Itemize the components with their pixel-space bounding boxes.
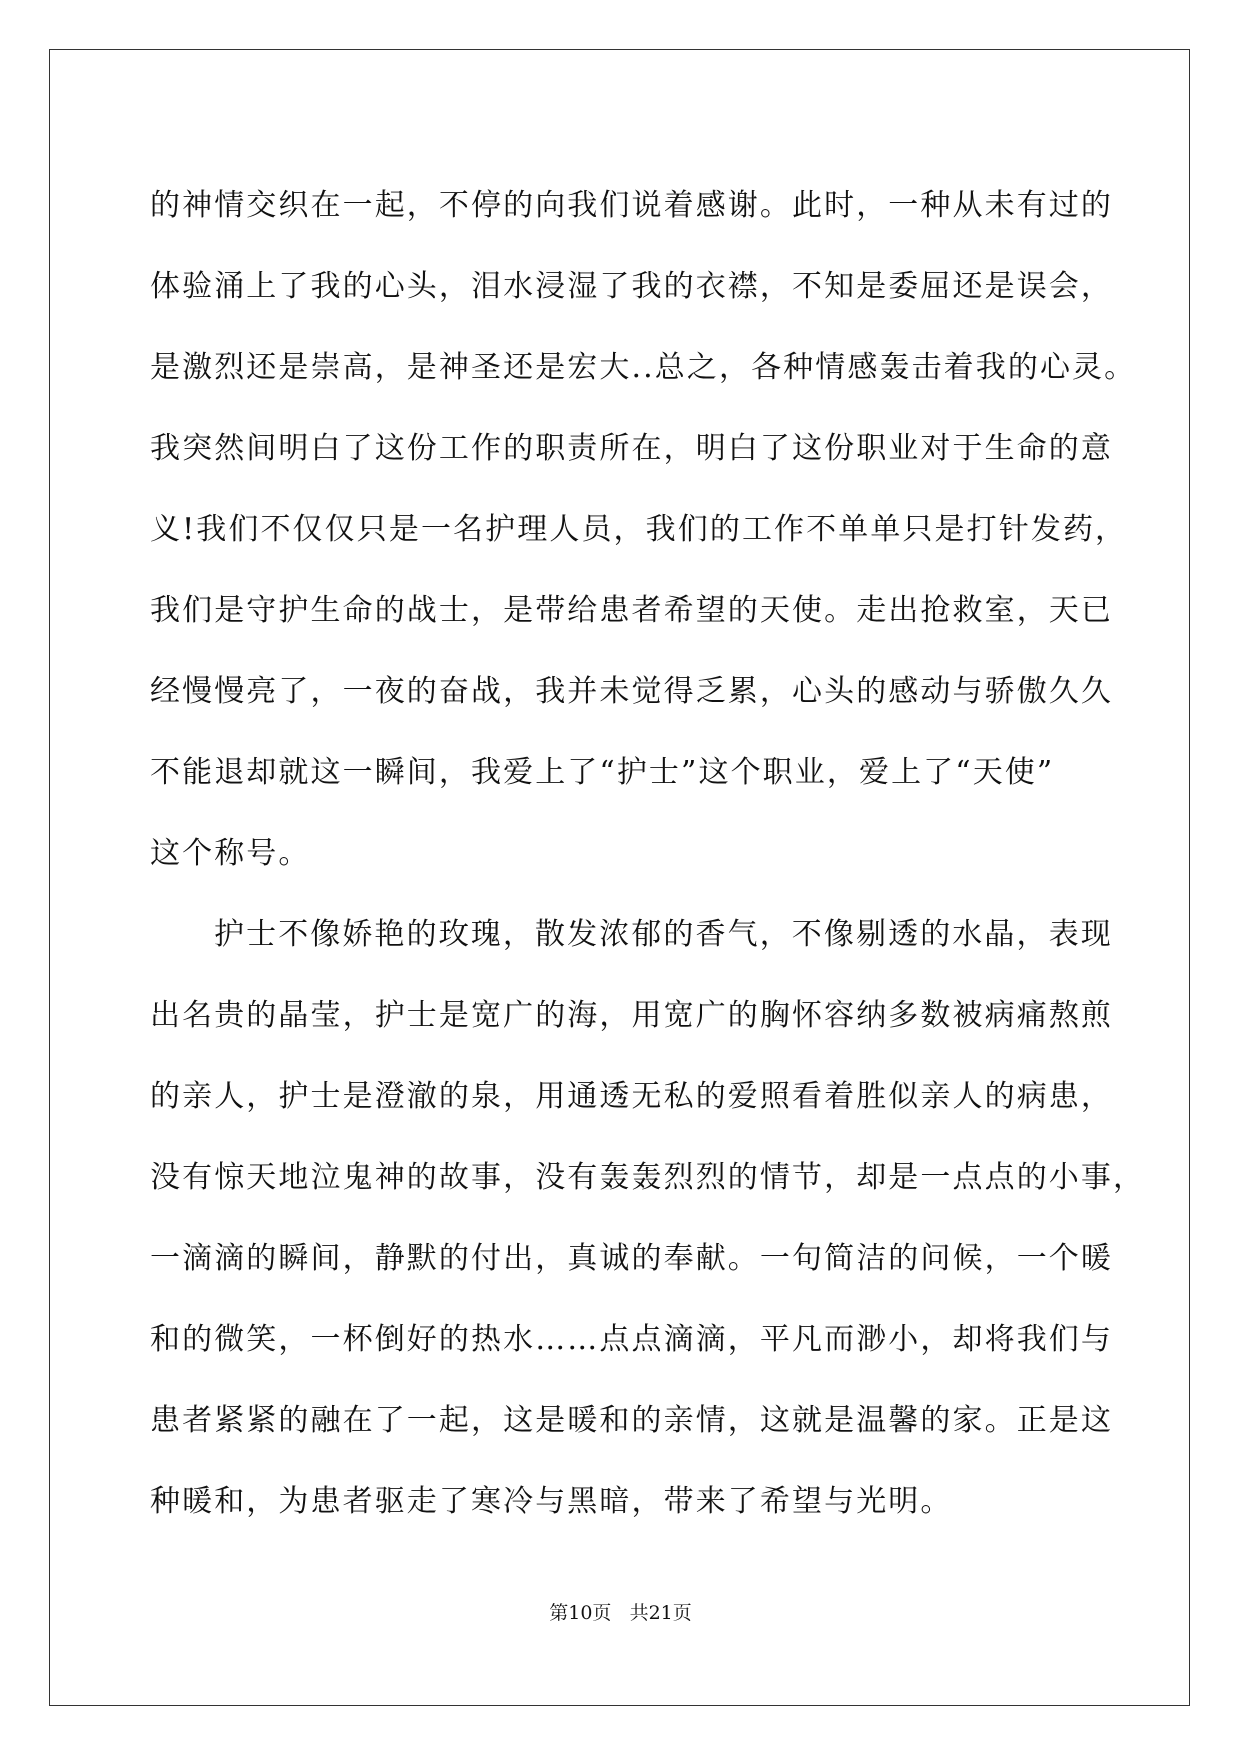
document-body (150, 165, 1146, 1542)
text-line: 出名贵的晶莹，护士是宽广的海，用宽广的胸怀容纳多数被病痛熬煎 (150, 998, 1113, 1033)
text-line: 种暖和，为患者驱走了寒冷与黑暗，带来了希望与光明。 (150, 1484, 953, 1519)
text-line: 不能退却就这一瞬间，我爱上了“护士”这个职业，爱上了“天使” (150, 755, 1055, 790)
text-line: 义!我们不仅仅只是一名护理人员，我们的工作不单单只是打针发药， (150, 512, 1128, 547)
text-line: 和的微笑，一杯倒好的热水……点点滴滴，平凡而渺小，却将我们与 (150, 1322, 1113, 1357)
text-line: 这个称号。 (150, 836, 311, 871)
text-line: 一滴滴的瞬间，静默的付出，真诚的奉献。一句简洁的问候，一个暖 (150, 1241, 1113, 1276)
page-total: 共21页 (629, 1602, 692, 1624)
text-line: 的亲人，护士是澄澈的泉，用通透无私的爱照看着胜似亲人的病患， (150, 1079, 1113, 1114)
text-line: 患者紧紧的融在了一起，这是暖和的亲情，这就是温馨的家。正是这 (150, 1403, 1113, 1438)
paragraph-start-line: 护士不像娇艳的玫瑰，散发浓郁的香气，不像剔透的水晶，表现 (214, 917, 1113, 952)
text-line: 经慢慢亮了，一夜的奋战，我并未觉得乏累，心头的感动与骄傲久久 (150, 674, 1113, 709)
text-line: 没有惊天地泣鬼神的故事，没有轰轰烈烈的情节，却是一点点的小事， (150, 1160, 1146, 1195)
text-line: 我们是守护生命的战士，是带给患者希望的天使。走出抢救室，天已 (150, 593, 1113, 628)
text-line: 体验涌上了我的心头，泪水浸湿了我的衣襟，不知是委屈还是误会， (150, 269, 1113, 304)
text-line: 的神情交织在一起，不停的向我们说着感谢。此时，一种从未有过的 (150, 188, 1113, 223)
text-line: 我突然间明白了这份工作的职责所在，明白了这份职业对于生命的意 (150, 431, 1113, 466)
text-line: 是激烈还是崇高，是神圣还是宏大..总之，各种情感轰击着我的心灵。 (150, 350, 1137, 385)
page-number: 第10页 (549, 1602, 612, 1624)
page-footer (0, 1598, 1241, 1625)
